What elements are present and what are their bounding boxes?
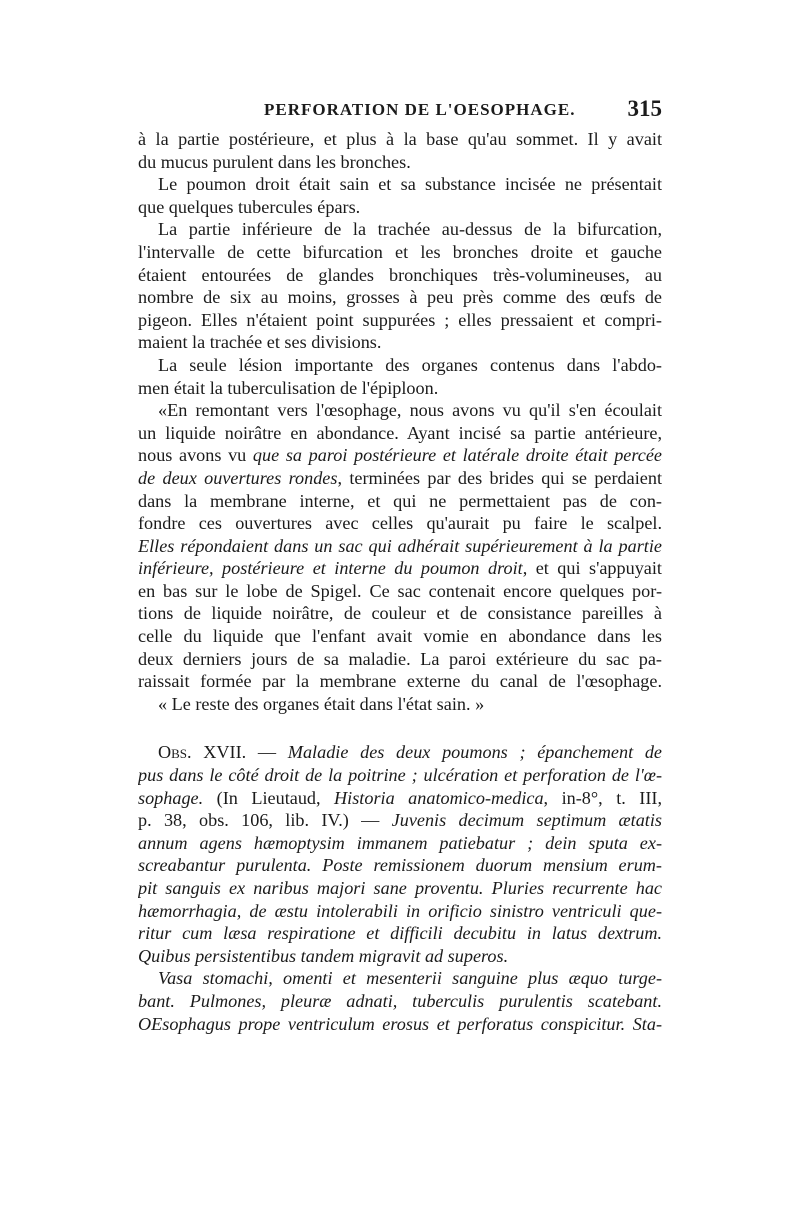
text-line: ritur cum læsa respiratione et difficili decubitu in latus dextrum. <box>138 923 662 944</box>
text-line: pigeon. Elles n'étaient point suppurées ; elles pressaient et compri- <box>138 309 662 330</box>
text-line: pit sanguis ex naribus majori sane proventu. Pluries recurrente hac <box>138 878 662 898</box>
section-gap <box>138 715 662 741</box>
text-line <box>138 809 662 832</box>
italic-run: que sa paroi postérieure et latérale droite était percée <box>252 445 662 466</box>
text-run: , terminées par des brides qui se perdaient <box>337 467 662 488</box>
italic-run: inférieure, postérieure et interne du poumon droit <box>138 558 523 579</box>
text-run: , in-8°, t. III, <box>543 787 662 808</box>
text-line: hæmorrhagia, de æstu intolerabili in orificio sinistro ventriculi que- <box>138 900 662 921</box>
text-line: étaient entourées de glandes bronchiques très-volumineuses, au <box>138 264 662 285</box>
obs-label: Obs. XVII. — <box>158 742 277 763</box>
text-line <box>138 444 662 467</box>
text-line: deux derniers jours de sa maladie. La paroi extérieure du sac pa- <box>138 648 662 669</box>
italic-run: de deux ouvertures rondes <box>138 467 338 488</box>
text-line: fondre ces ouvertures avec celles qu'aurait pu faire le scalpel. <box>138 513 662 534</box>
text-line: pus dans le côté droit de la poitrine ; ulcération et perforation de l'œ- <box>138 765 662 786</box>
text-line <box>138 787 662 810</box>
text-line: La seule lésion importante des organes contenus dans l'abdo- <box>158 354 662 375</box>
running-title: PERFORATION DE L'OESOPHAGE. <box>264 100 576 119</box>
text-line: raissait formée par la membrane externe du canal de l'œsophage. <box>138 671 662 692</box>
text-line: du mucus purulent dans les bronches. <box>138 151 411 172</box>
text-line: Elles répondaient dans un sac qui adhérait supérieurement à la partie <box>138 535 662 556</box>
text-line: un liquide noirâtre en abondance. Ayant incisé sa partie antérieure, <box>138 422 662 443</box>
text-line: «En remontant vers l'œsophage, nous avons vu qu'il s'en écoulait <box>158 400 662 421</box>
text-run: nous avons vu <box>138 445 253 466</box>
text-line: « Le reste des organes était dans l'état sain. » <box>158 693 485 714</box>
body-text <box>138 128 662 1035</box>
text-line: dans la membrane interne, et qui ne permettaient pas de con- <box>138 490 662 511</box>
text-run: p. 38, obs. 106, lib. IV.) — <box>138 810 392 831</box>
text-line: OEsophagus prope ventriculum erosus et perforatus conspicitur. Sta- <box>138 1013 662 1034</box>
text-line <box>138 467 662 490</box>
italic-run: Historia anatomico-medica <box>334 787 544 808</box>
italic-run: sophage. <box>138 787 204 808</box>
text-run: (In Lieutaud, <box>203 787 335 808</box>
text-line: Quibus persistentibus tandem migravit ad superos. <box>138 945 509 966</box>
text-line: celle du liquide que l'enfant avait vomie en abondance dans les <box>138 626 662 647</box>
text-line: à la partie postérieure, et plus à la base qu'au sommet. Il y avait <box>138 129 662 149</box>
observation-heading <box>138 741 662 764</box>
text-line: bant. Pulmones, pleuræ adnati, tuberculis purulentis scatebant. <box>138 990 662 1011</box>
text-line: que quelques tubercules épars. <box>138 196 361 217</box>
page-number: 315 <box>627 96 662 121</box>
text-line: Le poumon droit était sain et sa substance incisée ne présentait <box>158 174 662 195</box>
obs-title: Maladie des deux poumons ; épanchement de <box>287 742 662 763</box>
italic-run: Juvenis decimum septimum ætatis <box>391 810 662 831</box>
text-line: annum agens hæmoptysim immanem patiebatur ; dein sputa ex- <box>138 832 662 853</box>
text-line: maient la trachée et ses divisions. <box>138 332 382 353</box>
text-line: La partie inférieure de la trachée au-dessus de la bifurcation, <box>158 219 662 240</box>
text-line: en bas sur le lobe de Spigel. Ce sac contenait encore quelques por- <box>138 580 662 601</box>
text-line: screabantur purulenta. Poste remissionem duorum mensium erum- <box>138 855 662 876</box>
text-line: men était la tuberculisation de l'épiploon. <box>138 377 439 398</box>
text-line: nombre de six au moins, grosses à peu près comme des œufs de <box>138 287 662 308</box>
text-run: , et qui s'appuyait <box>522 558 662 579</box>
text-line: l'intervalle de cette bifurcation et les bronches droite et gauche <box>138 241 662 262</box>
text-line: Vasa stomachi, omenti et mesenterii sanguine plus æquo turge- <box>158 968 662 989</box>
text-line <box>138 557 662 580</box>
page-header <box>138 96 662 126</box>
text-line: tions de liquide noirâtre, de couleur et de consistance pareilles à <box>138 603 662 624</box>
